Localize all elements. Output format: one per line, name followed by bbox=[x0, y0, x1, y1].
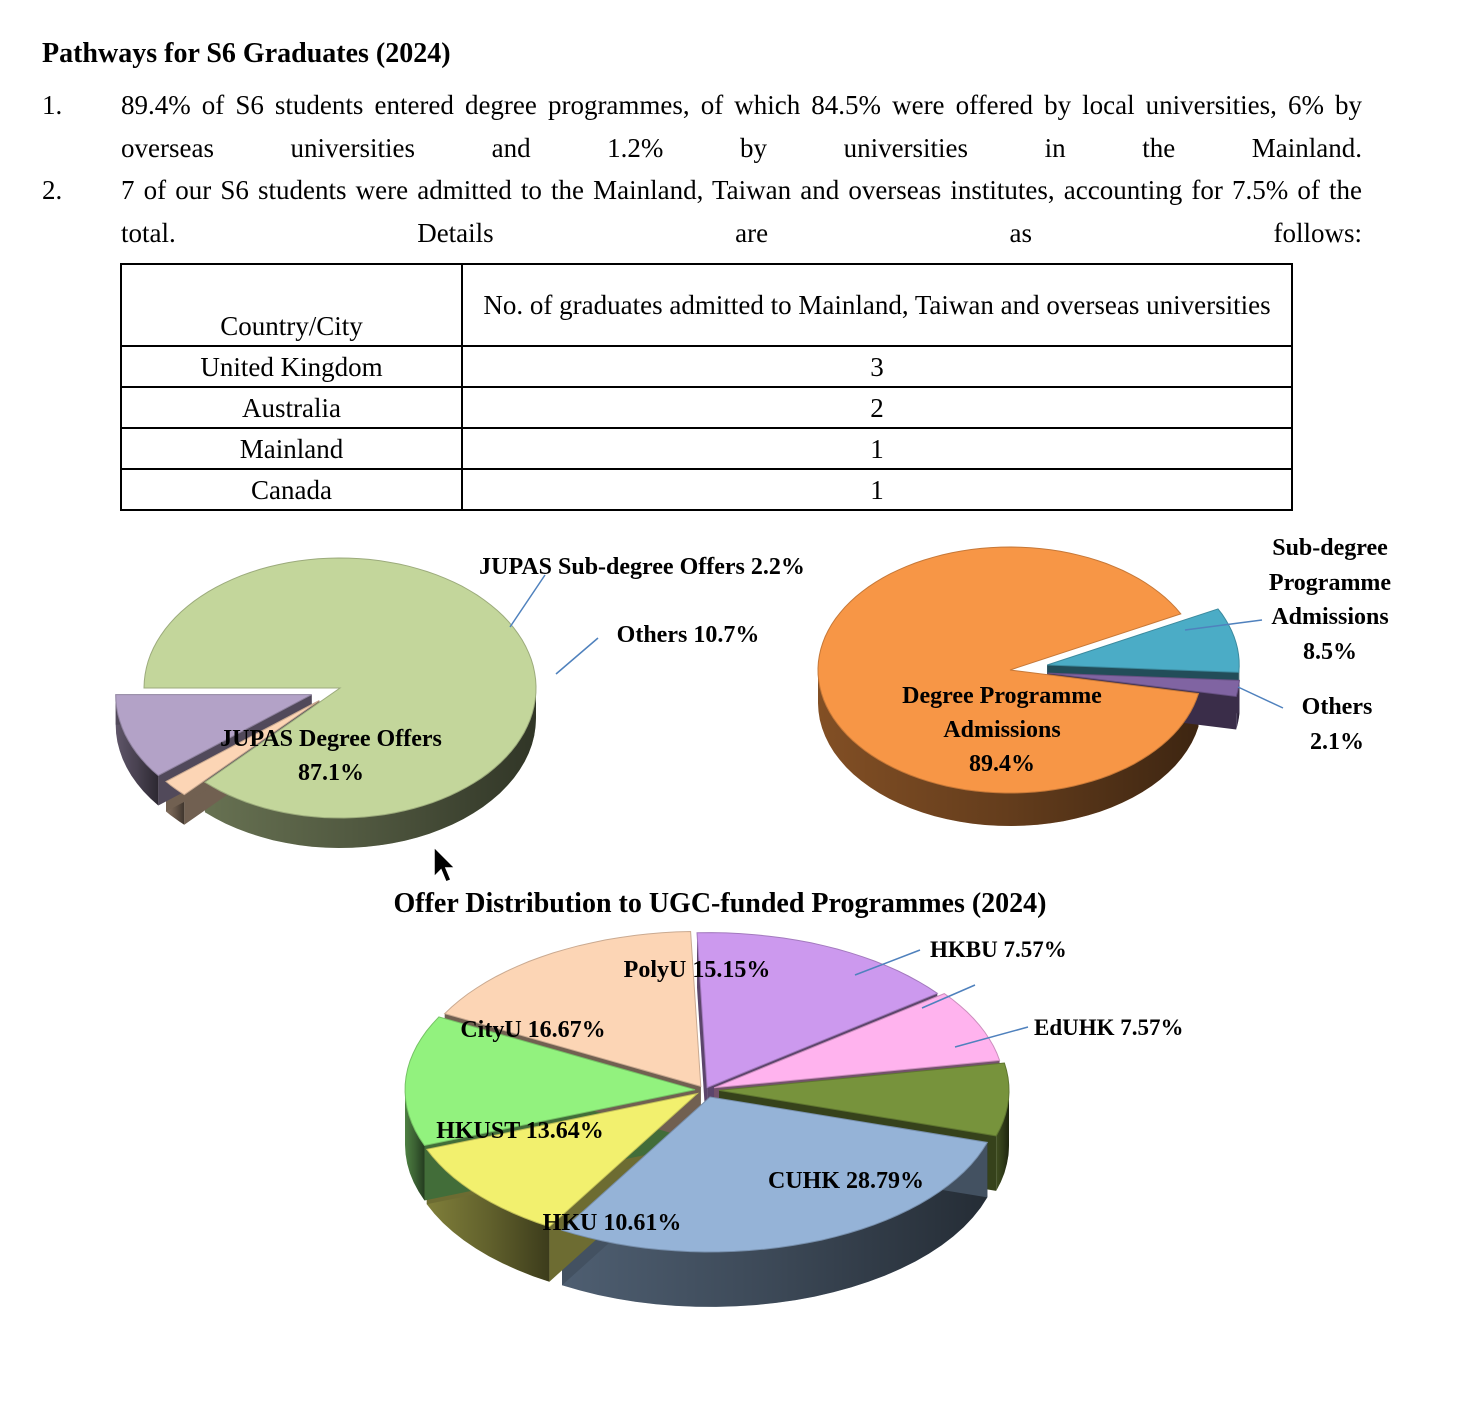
slice-label-hkust: HKUST 13.64% bbox=[436, 1118, 604, 1144]
pie-chart-jupas-offers bbox=[116, 558, 536, 848]
slice-label-subdegree-value: 8.5% bbox=[1303, 639, 1357, 665]
count-cell: 3 bbox=[462, 346, 1292, 387]
count-cell: 1 bbox=[462, 428, 1292, 469]
column-header-country: Country/City bbox=[121, 264, 462, 346]
slice-label-subdegree-line3: Admissions bbox=[1271, 604, 1389, 630]
slice-label-others: Others 10.7% bbox=[616, 622, 760, 648]
country-cell: Australia bbox=[121, 387, 462, 428]
leader-line bbox=[556, 638, 598, 674]
country-cell: Canada bbox=[121, 469, 462, 510]
list-item-text: 7 of our S6 students were admitted to the Mainland, Taiwan and overseas institutes, accounting for 7.5% of the total. Details are as follows: bbox=[121, 175, 1362, 248]
slice-label-others2-value: 2.1% bbox=[1310, 729, 1364, 755]
slice-label-jupas-degree: JUPAS Degree Offers bbox=[220, 726, 442, 752]
slice-label-cuhk: CUHK 28.79% bbox=[768, 1168, 924, 1194]
slice-label-eduhk: EdUHK 7.57% bbox=[1034, 1015, 1184, 1040]
leader-line bbox=[1238, 687, 1283, 708]
slice-label-degree-line2: Admissions bbox=[943, 717, 1061, 743]
mouse-cursor-icon bbox=[433, 846, 459, 886]
column-header-count: No. of graduates admitted to Mainland, Taiwan and overseas universities bbox=[462, 264, 1292, 346]
slice-label-degree-value: 89.4% bbox=[969, 751, 1035, 777]
country-cell: Mainland bbox=[121, 428, 462, 469]
chart3-title: Offer Distribution to UGC-funded Programmes (2024) bbox=[393, 888, 1047, 919]
slice-label-jupas-degree-value: 87.1% bbox=[298, 760, 364, 786]
slice-label-others2: Others bbox=[1301, 694, 1373, 720]
count-cell: 1 bbox=[462, 469, 1292, 510]
slice-label-hku: HKU 10.61% bbox=[542, 1210, 682, 1236]
slice-label-degree: Degree Programme bbox=[902, 683, 1102, 709]
slice-label-subdegree: Sub-degree bbox=[1272, 535, 1388, 561]
country-cell: United Kingdom bbox=[121, 346, 462, 387]
slice-label-jupas-subdegree: JUPAS Sub-degree Offers 2.2% bbox=[479, 554, 805, 580]
page-heading: Pathways for S6 Graduates (2024) bbox=[42, 38, 451, 69]
slice-label-hkbu: HKBU 7.57% bbox=[930, 937, 1067, 962]
count-cell: 2 bbox=[462, 387, 1292, 428]
slice-label-subdegree-line2: Programme bbox=[1268, 570, 1392, 596]
slice-label-polyu: PolyU 15.15% bbox=[623, 957, 771, 983]
list-item-text: 89.4% of S6 students entered degree programmes, of which 84.5% were offered by local universities, 6% by overseas universities and 1.2% by universities in the Mainland. bbox=[121, 90, 1362, 163]
leader-line bbox=[510, 575, 545, 627]
slice-label-cityu: CityU 16.67% bbox=[460, 1017, 606, 1043]
list-item-number: 1. bbox=[42, 90, 63, 120]
list-item-number: 2. bbox=[42, 175, 63, 205]
